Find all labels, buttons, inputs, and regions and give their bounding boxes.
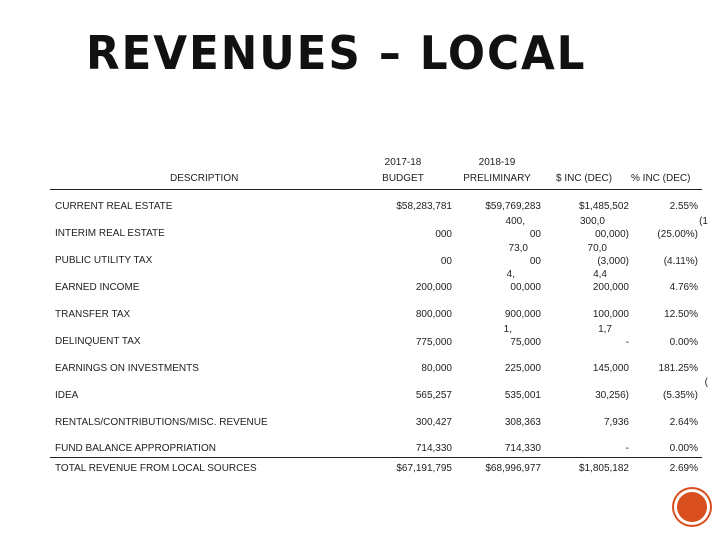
row-prelim: 225,000 [504,363,541,374]
row-inc: 145,000 [592,363,629,374]
circle-logo-icon [674,489,710,525]
row-inc-top: 70,0 [587,243,607,254]
row-prelim-top: 1, [503,324,512,335]
row-prelim: 75,000 [510,337,541,348]
header-inc-dollar: $ INC (DEC) [556,173,613,184]
total-pct: 2.69% [669,463,698,474]
row-prelim: 308,363 [504,417,541,428]
row-label: IDEA [55,390,79,401]
header-description: DESCRIPTION [170,173,239,184]
row-budget: $58,283,781 [396,201,452,212]
row-budget: 00 [440,256,452,267]
row-pct-top: ( [704,377,708,388]
row-label: TRANSFER TAX [55,309,131,320]
row-budget: 200,000 [415,282,452,293]
row-prelim-top: 73,0 [508,243,528,254]
row-budget: 775,000 [415,337,452,348]
row-inc: $1,485,502 [578,201,629,212]
row-label: INTERIM REAL ESTATE [55,228,165,239]
total-label: TOTAL REVENUE FROM LOCAL SOURCES [55,463,257,474]
row-inc: 30,256) [595,390,629,401]
row-prelim-top: 4, [506,269,515,280]
row-budget: 714,330 [415,443,452,454]
row-prelim: 00 [529,229,541,240]
row-inc: - [625,443,629,454]
row-budget: 800,000 [415,309,452,320]
header-rule [50,189,702,190]
row-budget: 300,427 [415,417,452,428]
row-prelim: 714,330 [504,443,541,454]
row-label: EARNINGS ON INVESTMENTS [55,363,199,374]
row-label: RENTALS/CONTRIBUTIONS/MISC. REVENUE [55,417,268,428]
header-budget: BUDGET [382,173,424,184]
row-label: PUBLIC UTILITY TAX [55,255,153,266]
total-budget: $67,191,795 [396,463,452,474]
row-prelim: 00 [529,256,541,267]
total-rule [50,457,702,458]
row-pct: 2.64% [669,417,698,428]
header-preliminary: PRELIMINARY [463,173,531,184]
row-label: DELINQUENT TAX [55,336,141,347]
row-inc: (3,000) [597,256,629,267]
row-pct: (4.11%) [663,256,698,267]
total-inc: $1,805,182 [578,463,629,474]
row-pct: 181.25% [658,363,698,374]
row-inc-top: 300,0 [579,216,605,227]
row-pct: 4.76% [669,282,698,293]
row-inc: 200,000 [592,282,629,293]
row-pct: 0.00% [669,443,698,454]
row-label: CURRENT REAL ESTATE [55,201,173,212]
row-inc: 7,936 [603,417,629,428]
row-budget: 80,000 [421,363,452,374]
row-pct-top: (1 [699,216,708,227]
row-pct: 12.50% [664,309,698,320]
row-prelim: 00,000 [510,282,541,293]
page-title: REVENUES – LOCAL [86,26,587,80]
row-pct: (25.00%) [657,229,698,240]
row-inc-top: 4,4 [593,269,607,280]
row-inc: 100,000 [592,309,629,320]
row-label: EARNED INCOME [55,282,140,293]
total-prelim: $68,996,977 [485,463,541,474]
row-prelim: 535,001 [504,390,541,401]
row-inc: 00,000) [595,229,629,240]
row-inc: - [625,337,629,348]
row-pct: 2.55% [669,201,698,212]
row-pct: 0.00% [669,337,698,348]
row-prelim: $59,769,283 [485,201,541,212]
header-budget-year: 2017-18 [384,157,422,168]
row-pct: (5.35%) [662,390,698,401]
row-inc-top: 1,7 [598,324,612,335]
row-budget: 565,257 [415,390,452,401]
row-prelim: 900,000 [504,309,541,320]
header-prelim-year: 2018-19 [478,157,516,168]
row-budget: 000 [435,229,452,240]
row-prelim-top: 400, [505,216,525,227]
row-label: FUND BALANCE APPROPRIATION [55,443,216,454]
header-inc-pct: % INC (DEC) [631,173,691,184]
